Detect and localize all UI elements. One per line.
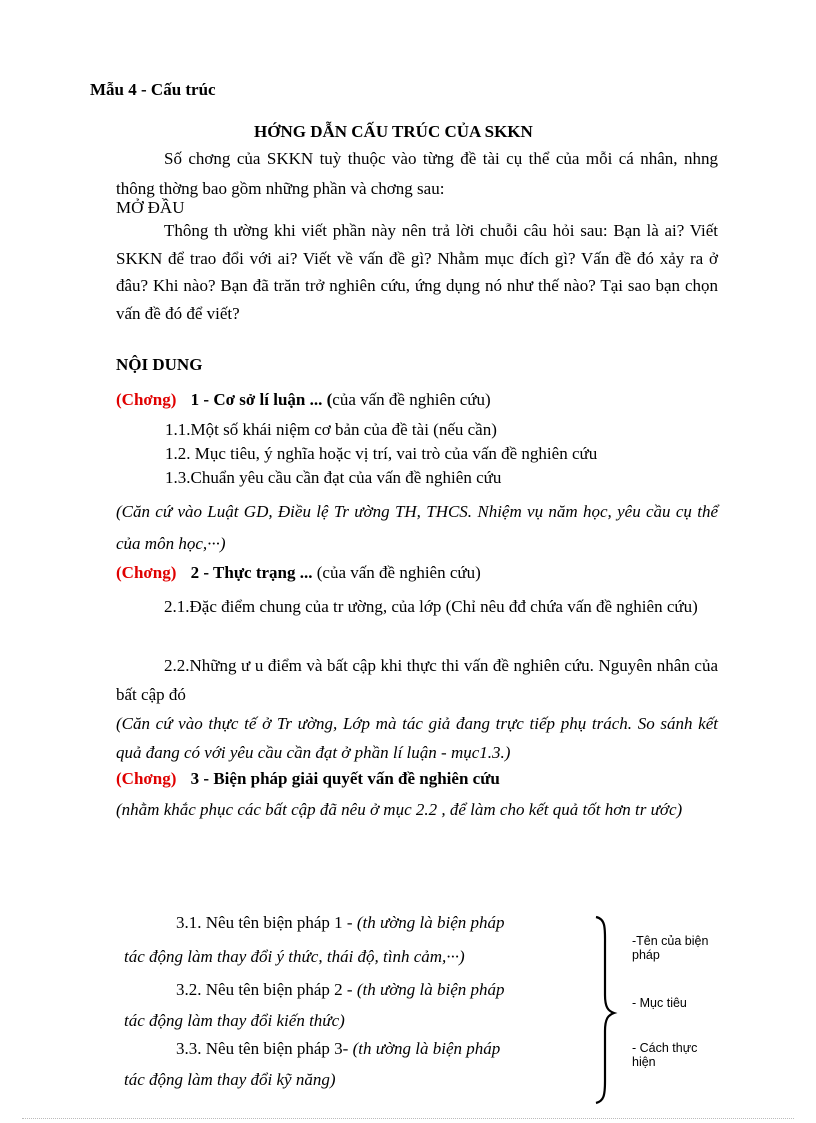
chapter-1-note: (Căn cứ vào Luật GD, Điều lệ Tr ường TH, THCS. Nhiệm vụ năm học, yêu cầu cụ thể của môn học,···) [116,502,718,553]
chapter-1-item: 1.2. Mục tiêu, ý nghĩa hoặc vị trí, vai trò của vấn đề nghiên cứu [165,444,598,463]
chapter-1-heading [116,390,491,410]
chapter-2-rest: (của vấn đề nghiên cứu) [316,563,481,582]
chapter-2-title: 2 - Thực trạng ... [190,563,313,582]
chapter-3-tag: (Chơng) [116,769,177,788]
chapter-1-tag: (Chơng) [116,390,177,409]
chapter-2-note: (Căn cứ vào thực tế ở Tr ường, Lớp mà tác giả đang trực tiếp phụ trách. So sánh kết quả đang có với yêu cầu cần đạt ở phần lí luận - mục1.3.) [116,714,718,762]
page-title: HỚNG DẪN CẤU TRÚC CỦA SKKN [254,122,533,141]
chapter-3-heading [116,769,500,789]
side-note-method: - Cách thực hiện [632,1041,698,1069]
mo-dau-body: Thông th ường khi viết phần này nên trả lời chuỗi câu hỏi sau: Bạn là ai? Viết SKKN để trao đổi với ai? Viết về vấn đề gì? Nhằm mục đích gì? Vấn đề đó xảy ra ở đâu? Khi nào? Bạn đã trăn trở nghiên cứu, ứng dụng nó như thế nào? Tại sao bạn chọn vấn đề đó để viết? [116,221,718,323]
chapter-1-item: 1.1.Một số khái niệm cơ bản của đề tài (nếu cần) [165,420,497,439]
measure-2-label: 3.2. Nêu tên biện pháp 2 - [176,980,353,999]
chapter-2-tag: (Chơng) [116,563,177,582]
chapter-1-item: 1.3.Chuẩn yêu cầu cần đạt của vấn đề nghiên cứu [165,468,502,487]
measure-1-line-1 [176,913,505,933]
chapter-3-note: (nhằm khắc phục các bất cập đã nêu ở mục 2.2 , để làm cho kết quả tốt hơn tr ước) [116,800,683,819]
curly-brace [592,915,618,1105]
measure-2-line-1 [176,980,505,1000]
chapter-2-heading [116,563,481,583]
intro-paragraph: Số chơng của SKKN tuỳ thuộc vào từng đề tài cụ thể của mỗi cá nhân, nhng thông thờng bao gồm những phần và chơng sau: [116,149,718,198]
measure-2-line-2: tác động làm thay đổi kiến thức) [124,1011,345,1030]
measure-3-line-1 [176,1039,500,1059]
measure-1-italic: (th ường là biện pháp [356,913,505,932]
form-label: Mẫu 4 - Cấu trúc [90,80,216,99]
measure-1-label: 3.1. Nêu tên biện pháp 1 - [176,913,353,932]
side-note-name: -Tên của biện pháp [632,934,709,962]
mo-dau-heading: MỞ ĐẦU [116,198,185,217]
measure-3-line-2: tác động làm thay đổi kỹ năng) [124,1070,336,1089]
measure-1-line-2: tác động làm thay đổi ý thức, thái độ, tình cảm,···) [124,947,465,966]
page-bottom-divider [22,1118,794,1119]
chapter-1-title: 1 - Cơ sở lí luận ... ( [190,390,333,409]
measure-3-italic: (th ường là biện pháp [352,1039,501,1058]
side-note-goal: - Mục tiêu [632,996,687,1010]
noi-dung-heading: NỘI DUNG [116,355,203,374]
chapter-2-item-1: 2.1.Đặc điểm chung của tr ường, của lớp (Chỉ nêu đđ chứa vấn đề nghiên cứu) [164,597,698,616]
measure-2-italic: (th ường là biện pháp [356,980,505,999]
chapter-3-title: 3 - Biện pháp giải quyết vấn đề nghiên cứu [190,769,500,788]
chapter-2-item-2: 2.2.Những ư u điểm và bất cập khi thực thi vấn đề nghiên cứu. Nguyên nhân của bất cập đó [116,656,718,704]
chapter-1-rest: của vấn đề nghiên cứu) [332,390,491,409]
measure-3-label: 3.3. Nêu tên biện pháp 3- [176,1039,349,1058]
